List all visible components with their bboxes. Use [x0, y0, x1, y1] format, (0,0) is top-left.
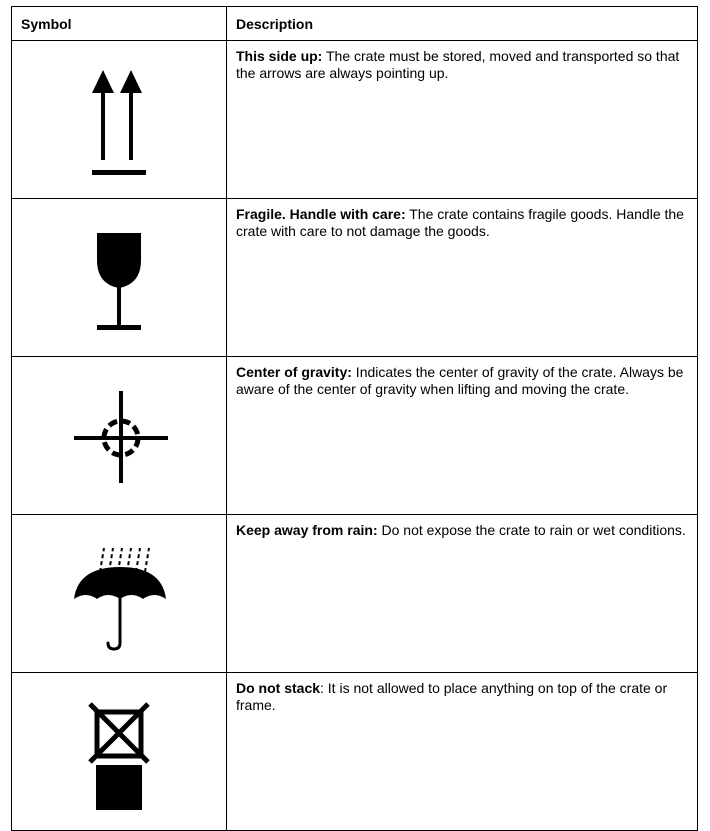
symbol-cell [12, 673, 227, 831]
symbol-column-header: Symbol [12, 7, 227, 41]
table-row [12, 41, 698, 199]
symbol-cell [12, 515, 227, 673]
table-header-row [12, 7, 698, 41]
fragile-glass-icon [12, 199, 227, 349]
symbol-cell [12, 41, 227, 199]
do-not-stack-icon [12, 673, 227, 823]
this-side-up-icon [12, 41, 227, 191]
row-text: : It is not allowed to place anything on top of the crate or frame. [236, 680, 668, 713]
description-cell [227, 41, 698, 199]
row-text: Indicates the center of gravity of the crate. Always be aware of the center of gravity when lifting and moving the crate. [236, 364, 684, 397]
row-text: Do not expose the crate to rain or wet conditions. [377, 522, 686, 538]
row-title: This side up: [236, 48, 323, 64]
table-row [12, 357, 698, 515]
row-title: Center of gravity: [236, 364, 352, 380]
description-cell [227, 515, 698, 673]
description-cell [227, 673, 698, 831]
table-row [12, 515, 698, 673]
keep-dry-umbrella-icon [12, 515, 227, 665]
center-of-gravity-icon [12, 357, 227, 507]
row-title: Keep away from rain: [236, 522, 378, 538]
symbols-table [11, 6, 698, 831]
row-text: The crate must be stored, moved and transported so that the arrows are always pointing up. [236, 48, 680, 81]
row-text: The crate contains fragile goods. Handle the crate with care to not damage the goods. [236, 206, 684, 239]
row-title: Fragile. Handle with care: [236, 206, 406, 222]
description-column-header: Description [227, 7, 698, 41]
description-cell [227, 199, 698, 357]
table-row [12, 199, 698, 357]
table-row [12, 673, 698, 831]
symbol-cell [12, 199, 227, 357]
description-cell [227, 357, 698, 515]
row-title: Do not stack [236, 680, 321, 696]
symbol-cell [12, 357, 227, 515]
